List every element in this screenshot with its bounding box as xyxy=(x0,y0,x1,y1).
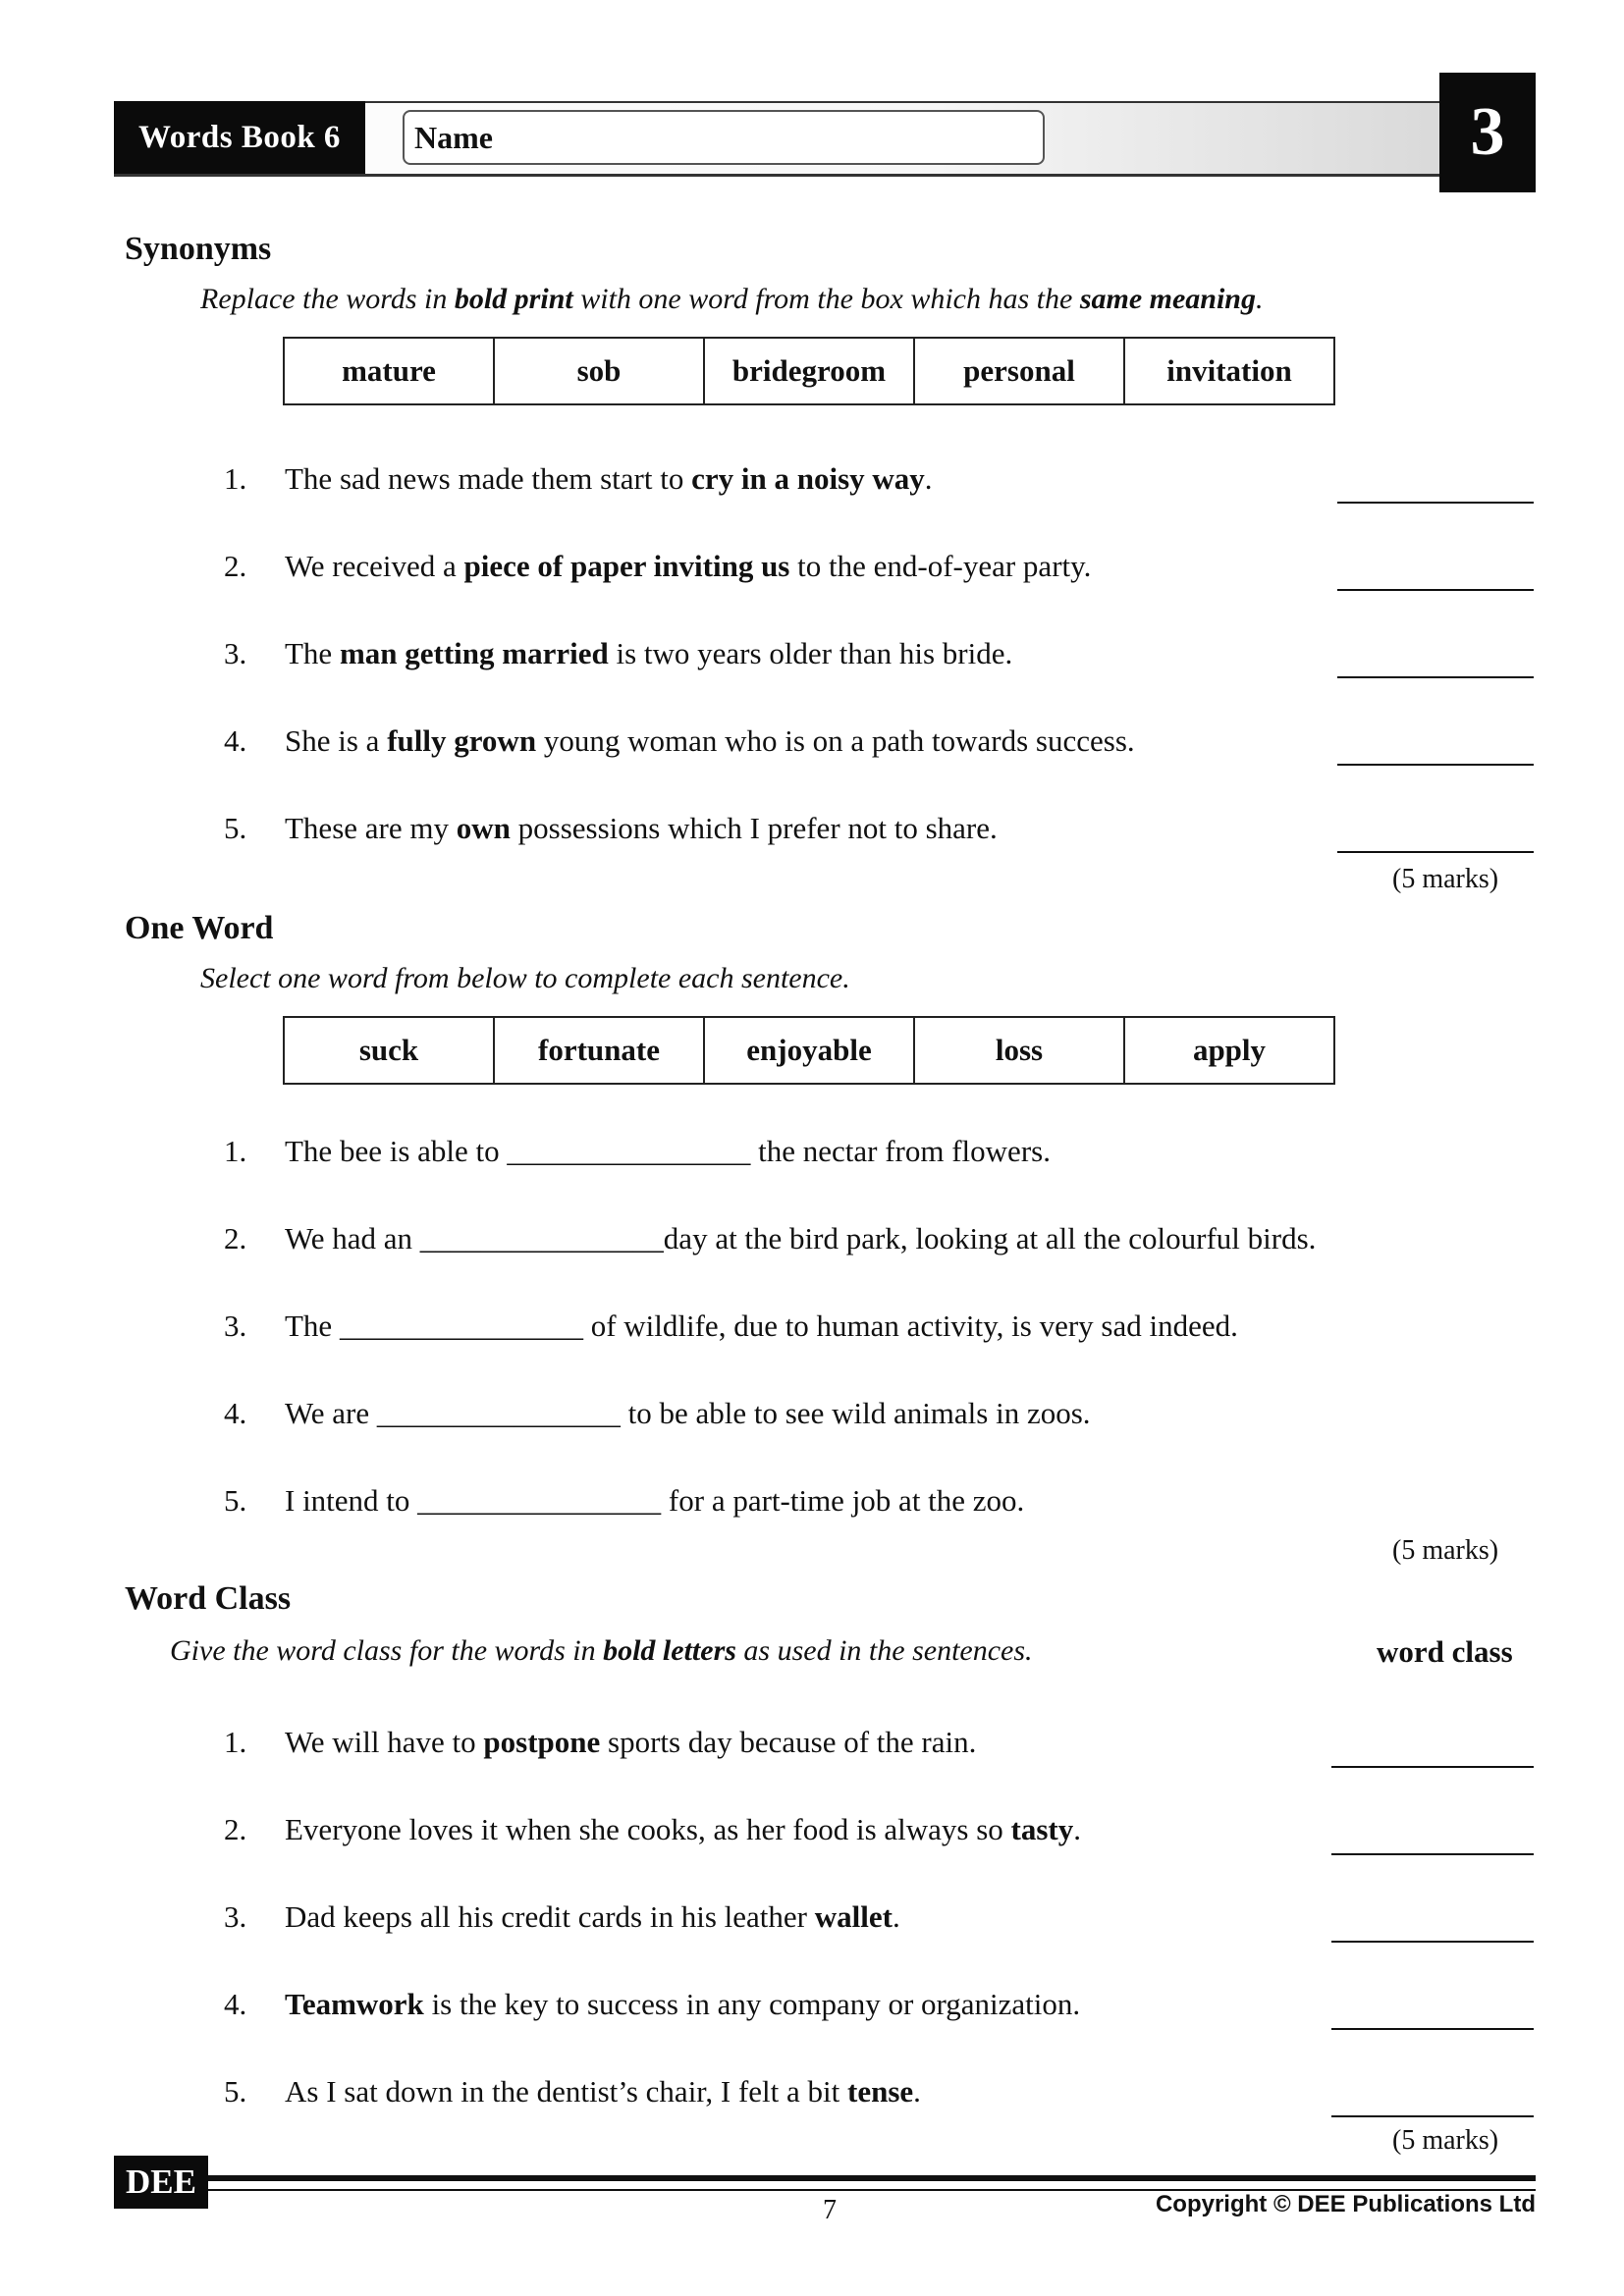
answer-line[interactable] xyxy=(1337,502,1534,504)
word-box-cell: suck xyxy=(284,1017,494,1084)
word-box-cell: fortunate xyxy=(494,1017,704,1084)
word-class-title: Word Class xyxy=(125,1580,292,1617)
book-label: Words Book 6 xyxy=(114,101,365,174)
answer-line[interactable] xyxy=(1337,764,1534,766)
answer-line[interactable] xyxy=(1331,1941,1534,1943)
footer-rule xyxy=(208,2175,1536,2181)
publisher-logo: DEE xyxy=(114,2156,208,2209)
answer-line[interactable] xyxy=(1331,1853,1534,1855)
answer-line[interactable] xyxy=(1337,676,1534,678)
name-label: Name xyxy=(414,120,493,155)
answer-line[interactable] xyxy=(1331,2115,1534,2117)
synonyms-word-box xyxy=(283,337,1335,405)
worksheet-number: 3 xyxy=(1439,73,1536,192)
name-field[interactable] xyxy=(403,110,1045,165)
synonyms-title: Synonyms xyxy=(125,231,272,267)
page-number: 7 xyxy=(823,2195,837,2225)
one-word-instruction: Select one word from below to complete each sentence. xyxy=(200,962,850,994)
answer-line[interactable] xyxy=(1337,851,1534,853)
answer-line[interactable] xyxy=(1337,589,1534,591)
word-box-cell: mature xyxy=(284,338,494,404)
word-box-cell: personal xyxy=(914,338,1124,404)
marks-label: (5 marks) xyxy=(1392,1535,1499,1566)
copyright-notice: Copyright © DEE Publications Ltd xyxy=(1155,2191,1536,2217)
word-box-cell: sob xyxy=(494,338,704,404)
word-class-instruction: Give the word class for the words in bold letters as used in the sentences. xyxy=(170,1634,1033,1667)
answer-line[interactable] xyxy=(1331,2028,1534,2030)
synonyms-instruction: Replace the words in bold print with one word from the box which has the same meaning. xyxy=(200,283,1264,315)
word-box-cell: bridegroom xyxy=(704,338,914,404)
marks-label: (5 marks) xyxy=(1392,2125,1499,2156)
one-word-word-box xyxy=(283,1016,1335,1085)
marks-label: (5 marks) xyxy=(1392,864,1499,894)
word-box-cell: enjoyable xyxy=(704,1017,914,1084)
word-box-cell: apply xyxy=(1124,1017,1334,1084)
answer-line[interactable] xyxy=(1331,1766,1534,1768)
word-box-cell: invitation xyxy=(1124,338,1334,404)
one-word-title: One Word xyxy=(125,910,274,946)
word-class-column-header: word class xyxy=(1377,1634,1513,1669)
word-box-cell: loss xyxy=(914,1017,1124,1084)
